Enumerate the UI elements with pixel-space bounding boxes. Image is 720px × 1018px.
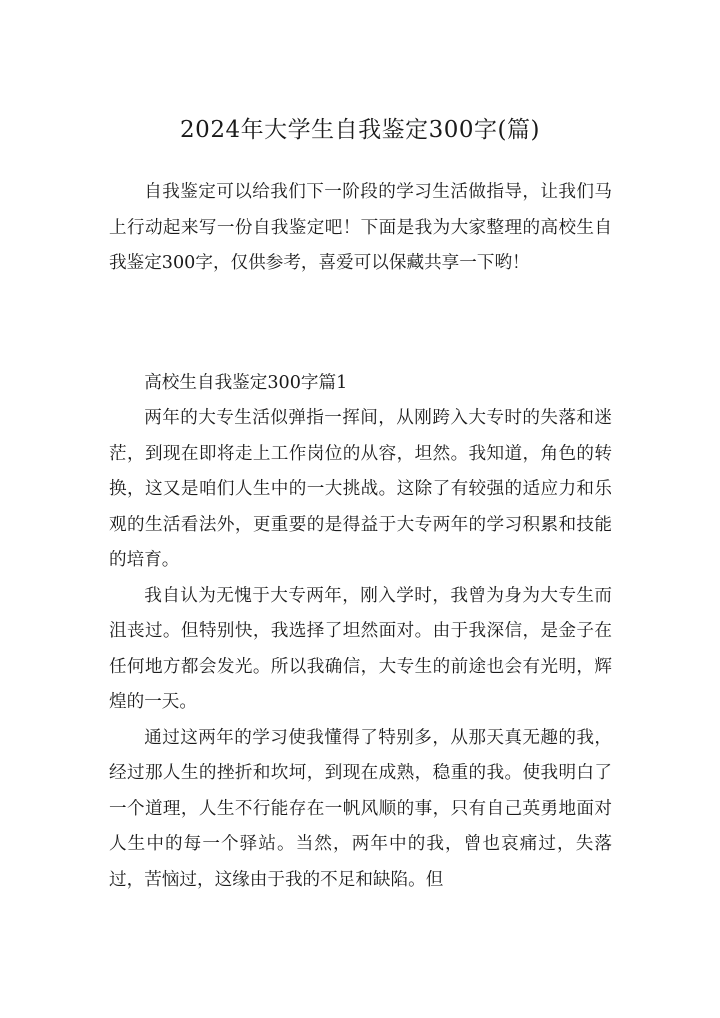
body-paragraph-1: 两年的大专生活似弹指一挥间，从刚跨入大专时的失落和迷茫，到现在即将走上工作岗位的从容，坦然。我知道，角色的转换，这又是咱们人生中的一大挑战。这除了有较强的适应力和乐观的生活看法外，更重要的是得益于大专两年的学习积累和技能的培育。 xyxy=(109,408,612,570)
section-body xyxy=(109,401,612,898)
intro-block xyxy=(109,175,612,282)
document-title: 2024年大学生自我鉴定300字(篇) xyxy=(180,117,540,143)
body-paragraph-3: 通过这两年的学习使我懂得了特别多，从那天真无趣的我，经过那人生的挫折和坎坷，到现在成熟，稳重的我。使我明白了一个道理，人生不行能存在一帆风顺的事，只有自己英勇地面对人生中的每一个驿站。当然，两年中的我，曾也哀痛过，失落过，苦恼过，这缘由于我的不足和缺陷。但 xyxy=(109,727,612,890)
section-heading: 高校生自我鉴定300字篇1 xyxy=(144,373,348,393)
intro-paragraph: 自我鉴定可以给我们下一阶段的学习生活做指导，让我们马上行动起来写一份自我鉴定吧！下面是我为大家整理的高校生自我鉴定300字，仅供参考，喜爱可以保藏共享一下哟！ xyxy=(109,182,612,273)
body-paragraph-2: 我自认为无愧于大专两年，刚入学时，我曾为身为大专生而沮丧过。但特别快，我选择了坦然面对。由于我深信，是金子在任何地方都会发光。所以我确信，大专生的前途也会有光明，辉煌的一天。 xyxy=(109,585,612,712)
